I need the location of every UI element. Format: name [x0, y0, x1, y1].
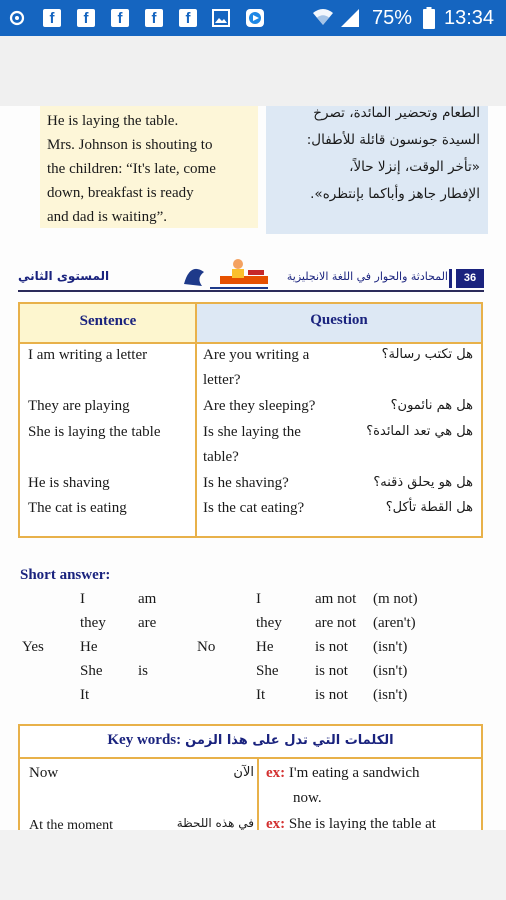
short-answer-subject: She: [80, 663, 103, 679]
intro-arabic-line: «تأخر الوقت، إنزلا حالاً،: [349, 159, 480, 175]
battery-percent: 75%: [372, 7, 413, 29]
table-row-question: Are you writing a: [203, 347, 310, 363]
short-answer-contraction: (aren't): [373, 615, 416, 631]
book-title: المحادثة والحوار في اللغة الانجليزية: [286, 270, 448, 283]
short-answer-contraction: (isn't): [373, 687, 408, 703]
short-answer-verb: am: [138, 591, 157, 607]
battery-icon: [423, 7, 435, 29]
intro-english-text: [47, 109, 257, 229]
key-word-example-cont: now.: [293, 790, 322, 806]
key-word-ar: في هذه اللحظة: [176, 816, 254, 830]
table-row-question: table?: [203, 449, 239, 465]
example-label: ex:: [266, 765, 286, 781]
short-answer-verb: is: [138, 663, 149, 679]
table-row-question: Is he shaving?: [203, 475, 289, 491]
short-answer-title: Short answer:: [20, 567, 111, 583]
header-bar: [449, 269, 452, 288]
header-question: Question: [310, 312, 368, 328]
short-answer-subject: It: [80, 687, 90, 703]
facebook-icon: f: [77, 9, 95, 27]
intro-arabic-line: الطعام وتحضير المائدة، تصرخ: [313, 106, 480, 121]
example-text: I'm eating a sandwich: [288, 765, 420, 781]
short-answer-no-subject: She: [256, 663, 279, 679]
table-row-sentence: The cat is eating: [28, 500, 127, 516]
short-answer-subject: they: [80, 615, 106, 631]
short-answer-negative: is not: [315, 687, 348, 703]
status-bar: [0, 0, 506, 36]
short-answer-contraction: (isn't): [373, 639, 408, 655]
page-header: [18, 266, 484, 292]
intro-line: Mrs. Johnson is shouting to: [47, 137, 213, 153]
short-answer-negative: is not: [315, 639, 348, 655]
intro-line: He is laying the table.: [47, 113, 179, 129]
key-words-header: [20, 731, 481, 749]
table-row-question: letter?: [203, 372, 241, 388]
facebook-icon: f: [145, 9, 163, 27]
table-row-arabic: هل هي تعد المائدة؟: [366, 424, 473, 439]
illustration-icon: [180, 258, 270, 292]
table-row-arabic: هل القطة تأكل؟: [385, 500, 473, 515]
key-words-header-divider: [20, 757, 481, 759]
header-divider: [20, 342, 481, 344]
facebook-icon: f: [111, 9, 129, 27]
page-number: 36: [456, 269, 484, 288]
short-answer-no-subject: I: [256, 591, 261, 607]
intro-arabic-line: الإفطار جاهز وأباكما بإنتظره».: [310, 186, 480, 202]
table-row-arabic: هل تكتب رسالة؟: [381, 347, 473, 362]
clock: 13:34: [444, 7, 495, 29]
table-row-question: Is the cat eating?: [203, 500, 305, 516]
example-text: She is laying the table at: [288, 816, 436, 830]
intro-arabic-line: السيدة جونسون قائلة للأطفال:: [306, 132, 480, 148]
short-answer-no-subject: He: [256, 639, 274, 655]
table-row-arabic: هل هو يحلق ذقنه؟: [373, 475, 473, 490]
table-row-sentence: They are playing: [28, 398, 130, 414]
short-answer-subject: He: [80, 639, 98, 655]
table-row-question: Are they sleeping?: [203, 398, 316, 414]
key-words-title-arabic: الكلمات التي تدل على هذا الزمن: [185, 733, 394, 748]
intro-line: and dad is waiting”.: [47, 209, 167, 225]
short-answer-negative: am not: [315, 591, 357, 607]
facebook-icon: f: [179, 9, 197, 27]
video-icon: [245, 8, 265, 28]
level-label: المستوى الثاني: [18, 269, 110, 283]
short-answer-subject: I: [80, 591, 85, 607]
facebook-icon: f: [43, 9, 61, 27]
key-word-ar: الآن: [233, 765, 254, 780]
intro-line: the children: “It's late, come: [47, 161, 216, 177]
table-row-question: Is she laying the: [203, 424, 301, 440]
key-word-en: At the moment: [29, 818, 113, 830]
short-answer-no-subject: It: [256, 687, 266, 703]
key-word-en: Now: [29, 765, 59, 781]
signal-icon: [340, 8, 360, 28]
table-row-sentence: She is laying the table: [28, 424, 161, 440]
short-answer-negative: are not: [315, 615, 357, 631]
table-row-arabic: هل هم نائمون؟: [390, 398, 473, 413]
bottom-bar: [0, 830, 506, 900]
question-table: [18, 302, 483, 538]
short-answer-yes: Yes: [22, 639, 44, 655]
wifi-icon: [312, 7, 334, 27]
key-word-example: [266, 816, 436, 830]
header-sentence: Sentence: [79, 313, 137, 329]
short-answer-no-subject: they: [256, 615, 282, 631]
page-content[interactable]: [0, 106, 506, 830]
intro-line: down, breakfast is ready: [47, 185, 194, 201]
key-word-example: [266, 765, 419, 782]
key-words-box: [18, 724, 483, 830]
key-words-title: Key words:: [107, 732, 182, 748]
table-row-sentence: He is shaving: [28, 475, 110, 491]
intro-arabic-text: [270, 106, 480, 208]
short-answer-verb: are: [138, 615, 157, 631]
example-label: ex:: [266, 816, 286, 830]
short-answer-contraction: (isn't): [373, 663, 408, 679]
table-row-sentence: I am writing a letter: [28, 347, 148, 363]
short-answer-contraction: (m not): [373, 591, 418, 607]
short-answer-no: No: [197, 639, 216, 655]
app-bar: [0, 36, 506, 106]
image-icon: [212, 9, 230, 27]
col-divider: [195, 304, 197, 536]
short-answer-negative: is not: [315, 663, 348, 679]
key-words-col-divider: [257, 759, 259, 830]
sync-icon: [8, 9, 26, 27]
